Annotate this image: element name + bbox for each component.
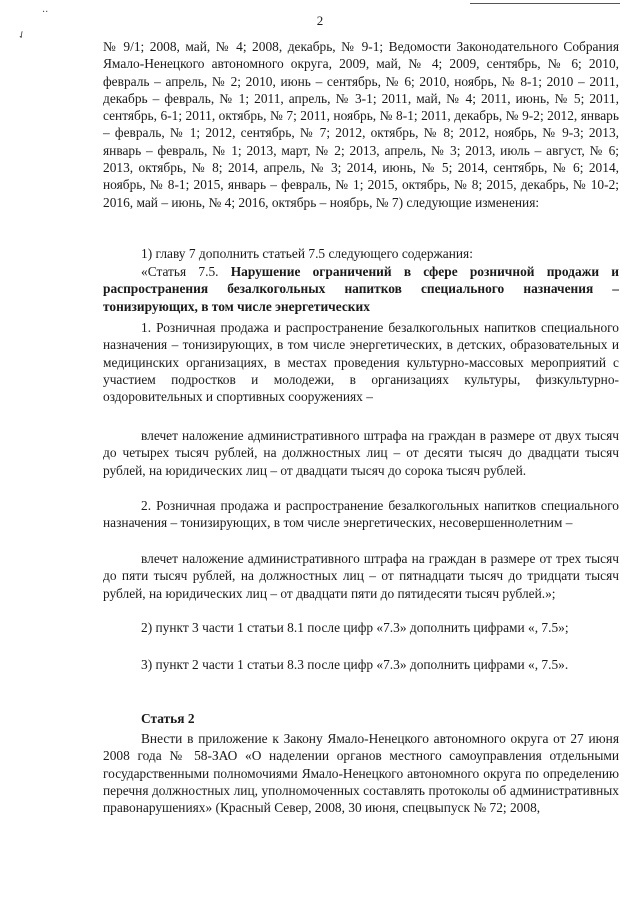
article-7-5-prefix: «Статья 7.5. — [141, 264, 231, 279]
paragraph-publication-list: № 9/1; 2008, май, № 4; 2008, декабрь, № 9-1; Ведомости Законодательного Собрания Ямало-Ненецкого автономного округа, 2009, май, № 4; 2009, сентябрь, № 6; 2010, февраль – апрель, № 2; 2010, июнь – сентябрь, № 6; 2010, ноябрь, № 8-1; 2010 – 2011, декабрь – февраль, № 1; 2011, апрель, № 3-1; 2011, май, № 4; 2011, июнь, № 5; 2011, сентябрь, 6-1; 2011, октябрь, № 7; 2011, ноябрь, № 8-1; 2011, декабрь, № 9-2; 2012, январь – февраль, № 1; 2012, сентябрь, № 7; 2012, октябрь, № 8; 2012, ноябрь, № 9-3; 2013, январь – февраль, № 1; 2013, март, № 2; 2013, апрель, № 3; 2013, июль – август, № 6; 2013, октябрь, № 8; 2014, апрель, № 3; 2014, июнь, № 5; 2014, сентябрь, № 6; 2014, ноябрь, № 8-1; 2015, январь – февраль, № 1; 2015, октябрь, № 8; 2015, декабрь, № 10-2; 2016, май – июнь, № 4; 2016, октябрь – ноябрь, № 7) следующие изменения: — [103, 39, 619, 210]
paragraph-item-1: 1) главу 7 дополнить статьей 7.5 следующего содержания: — [141, 246, 473, 261]
paragraph-part-1-penalty: влечет наложение административного штрафа на граждан в размере от двух тысяч до четырех тысяч рублей, на должностных лиц – от десяти тысяч до двадцати тысяч рублей, на юридических лиц – от двадцати тысяч до сорока тысяч рублей. — [103, 428, 619, 478]
scan-artifact-tick: ✓ — [15, 28, 29, 43]
page-number: 2 — [316, 13, 324, 28]
paragraph-article-2-body: Внести в приложение к Закону Ямало-Ненецкого автономного округа от 27 июня 2008 года № 58-ЗАО «О наделении органов местного самоуправления отдельными государственными полномочиями Ямало-Ненецкого автономного округа по определению перечня должностных лиц, уполномоченных составлять протоколы об административных правонарушениях» (Красный Север, 2008, 30 июня, спецвыпуск № 72; 2008, — [103, 731, 619, 816]
paragraph-article-7-5-title — [103, 263, 619, 315]
article-7-5-heading: Нарушение ограничений в сфере розничной продажи и распространения безалкогольных напитков специального назначения – тонизирующих, в том числе энергетических — [103, 264, 619, 314]
paragraph-part-2-penalty: влечет наложение административного штрафа на граждан в размере от трех тысяч до пяти тысяч рублей, на должностных лиц – от пятнадцати тысяч до тридцати тысяч рублей, на юридических лиц – от двадцати пяти до пятидесяти тысяч рублей.»; — [103, 551, 619, 601]
paragraph-part-1: 1. Розничная продажа и распространение безалкогольных напитков специального назначения – тонизирующих, в том числе энергетических, в детских, образовательных и медицинских организациях, в местах проведения культурно-массовых мероприятий с участием подростков и молодежи, в организациях культуры, физкультурно-оздоровительных и спортивных сооружениях – — [103, 320, 619, 405]
scan-artifact-dots: .. — [42, 4, 49, 15]
paragraph-item-2: 2) пункт 3 части 1 статьи 8.1 после цифр «7.3» дополнить цифрами «, 7.5»; — [141, 620, 569, 635]
paragraph-item-3: 3) пункт 2 части 1 статьи 8.3 после цифр «7.3» дополнить цифрами «, 7.5». — [141, 657, 569, 672]
top-border-line — [470, 3, 620, 4]
paragraph-part-2: 2. Розничная продажа и распространение безалкогольных напитков специального назначения – тонизирующих, в том числе энергетических, несовершеннолетним – — [103, 498, 619, 531]
article-2-heading: Статья 2 — [141, 711, 195, 726]
